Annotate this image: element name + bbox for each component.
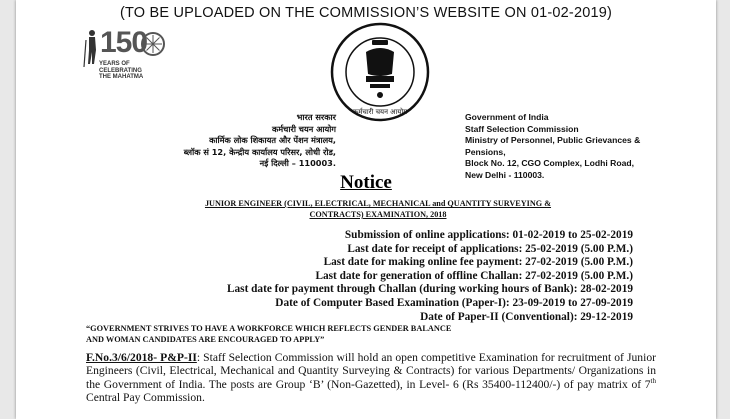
- date-line: Last date for making online fee payment: 27-02-2019 (5.00 P.M.): [323, 256, 633, 269]
- quote-line: “GOVERNMENT STRIVES TO HAVE A WORKFORCE WHICH REFLECTS GENDER BALANCE: [86, 324, 452, 333]
- date-line: Last date for receipt of applications: 25-02-2019 (5.00 P.M.): [347, 242, 633, 255]
- ssc-seal-logo: [330, 22, 430, 122]
- hindi-address: [111, 112, 336, 170]
- file-reference: F.No.3/6/2018- P&P-II: [86, 351, 197, 364]
- quote-line: AND WOMAN CANDIDATES ARE ENCOURAGED TO APPLY”: [86, 335, 325, 344]
- paragraph-text-end: Central Pay Commission.: [86, 390, 205, 404]
- notice-paragraph: [86, 351, 656, 404]
- date-line: Last date for generation of offline Challan: 27-02-2019 (5.00 P.M.): [315, 269, 633, 282]
- hindi-address-line: ब्लॉक सं 12, केन्द्रीय कार्यालय परिसर, लोधी रोड,: [183, 146, 336, 157]
- english-address-line: New Delhi - 110003.: [465, 169, 545, 180]
- exam-title: [128, 198, 628, 220]
- gender-balance-quote: [86, 323, 656, 345]
- charkha-wheel-icon: [141, 32, 165, 56]
- hindi-address-line: नई दिल्ली – 110003.: [259, 158, 336, 168]
- hindi-address-line: कर्मचारी चयन आयोग: [271, 123, 336, 134]
- logo-150-number: 150: [100, 26, 148, 59]
- important-dates: [76, 229, 633, 324]
- english-address-line: Pensions,: [465, 146, 506, 157]
- caption-line: CELEBRATING: [99, 67, 142, 74]
- date-line: Last date for payment through Challan (during working hours of Bank): 28-02-2019: [226, 283, 633, 296]
- paragraph-superscript: th: [650, 376, 656, 385]
- english-address-line: Block No. 12, CGO Complex, Lodhi Road,: [465, 158, 635, 168]
- gandhi-150-logo: [83, 26, 163, 96]
- svg-text:कर्मचारी चयन आयोग: कर्मचारी चयन आयोग: [352, 108, 408, 116]
- upload-note: (TO BE UPLOADED ON THE COMMISSION’S WEBSITE ON 01-02-2019): [119, 5, 613, 21]
- logo-150-caption: [99, 61, 143, 81]
- english-address-line: Government of India: [465, 112, 549, 122]
- gandhi-silhouette-icon: [83, 28, 99, 68]
- caption-line: THE MAHATMA: [99, 74, 144, 80]
- notice-title: Notice: [340, 172, 392, 193]
- date-line: Date of Computer Based Examination (Paper-I): 23-09-2019 to 27-09-2019: [275, 296, 633, 309]
- paragraph-text: : Staff Selection Commission will hold an open competitive Examination for recruitment of Junior Engineers (Civil, Electrical, Mechanical and Quantity Surveying & Contracts) for various Departments/ Organizations in the Government of India. The posts are Group ‘B’ (Non-Gazetted), in Level- 6 (Rs 35400-112400/-) of pay matrix of 7: [86, 351, 656, 391]
- date-line: Submission of online applications: 01-02-2019 to 25-02-2019: [344, 229, 633, 241]
- notice-page: [16, 0, 716, 419]
- english-address-line: Staff Selection Commission: [465, 123, 579, 134]
- exam-title-line: JUNIOR ENGINEER (CIVIL, ELECTRICAL, MECHANICAL and QUANTITY SURVEYING &: [204, 199, 552, 208]
- date-line: Date of Paper-II (Conventional): 29-12-2019: [420, 310, 633, 323]
- english-address: [465, 112, 705, 181]
- hindi-address-line: कार्मिक लोक शिकायत और पेंशन मंत्रालय,: [209, 135, 336, 145]
- exam-title-line: CONTRACTS) EXAMINATION, 2018: [309, 210, 447, 219]
- caption-line: YEARS OF: [99, 61, 130, 67]
- english-address-line: Ministry of Personnel, Public Grievances &: [465, 135, 641, 145]
- hindi-address-line: भारत सरकार: [296, 112, 336, 122]
